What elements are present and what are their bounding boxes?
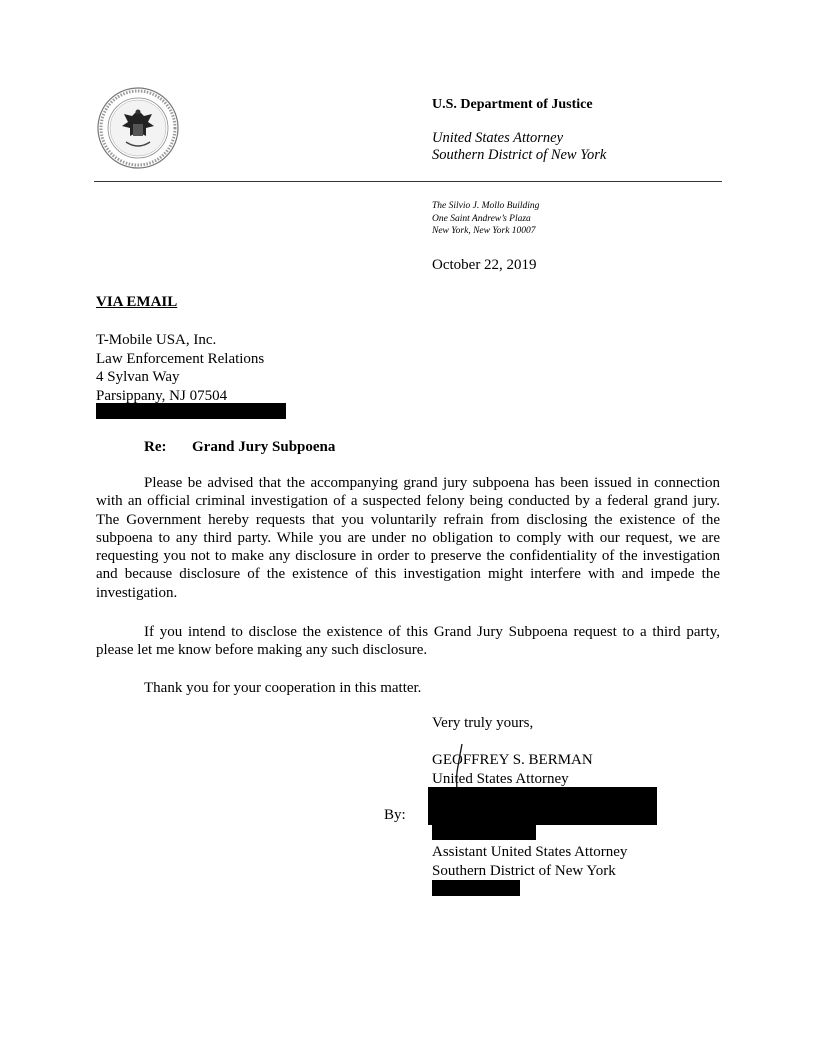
paragraph-text: Thank you for your cooperation in this matter. (144, 680, 422, 696)
name-redaction (432, 825, 536, 840)
contact-redaction (432, 880, 520, 896)
office-name (432, 130, 606, 164)
recipient-department: Law Enforcement Relations (96, 350, 265, 367)
redaction-box (96, 403, 286, 419)
paragraph-text: If you intend to disclose the existence of this Grand Jury Subpoena request to a third party, please let me know before making any such disclosure. (96, 624, 720, 659)
header-divider (94, 181, 722, 182)
office-line-1: United States Attorney (432, 130, 564, 146)
assistant-title: Assistant United States Attorney (432, 844, 628, 860)
signer-title: United States Attorney (432, 770, 569, 787)
signer-name: GEOFFREY S. BERMAN (432, 752, 593, 768)
delivery-method: VIA EMAIL (96, 294, 178, 310)
address-line-2: One Saint Andrew’s Plaza (432, 213, 531, 224)
paragraph-text: Please be advised that the accompanying grand jury subpoena has been issued in connection with an official criminal investigation of a suspected felony being conducted by a federal grand jury. The Government hereby requests that you voluntarily refrain from disclosing the existence of the subpoena to any third party. While you are under no obligation to comply with our request, we are requesting you not to make any disclosure in order to preserve the confidentiality of the investigation and because disclosure of the existence of this investigation might interfere with and impede the investigation. (96, 475, 720, 601)
subject-line (144, 439, 335, 456)
office-line-2: Southern District of New York (432, 147, 607, 163)
by-label: By: (384, 807, 406, 823)
office-address (432, 200, 539, 238)
recipient-city: Parsippany, NJ 07504 (96, 387, 228, 404)
doj-seal-icon (96, 86, 180, 170)
body-paragraph-1 (96, 474, 720, 602)
assistant-block (432, 843, 627, 880)
signature-redaction (428, 787, 657, 825)
recipient-company: T-Mobile USA, Inc. (96, 332, 217, 348)
letter-date: October 22, 2019 (432, 257, 537, 273)
body-paragraph-2 (96, 623, 720, 660)
recipient-address (96, 331, 264, 405)
recipient-street: 4 Sylvan Way (96, 369, 180, 385)
address-line-1: The Silvio J. Mollo Building (432, 201, 540, 211)
subject-text: Grand Jury Subpoena (192, 439, 336, 455)
address-line-3: New York, New York 10007 (432, 226, 536, 236)
subject-label: Re: (144, 439, 167, 455)
department-name: U.S. Department of Justice (432, 97, 593, 112)
assistant-district: Southern District of New York (432, 862, 616, 879)
closing: Very truly yours, (432, 715, 534, 731)
body-paragraph-3 (96, 679, 720, 697)
